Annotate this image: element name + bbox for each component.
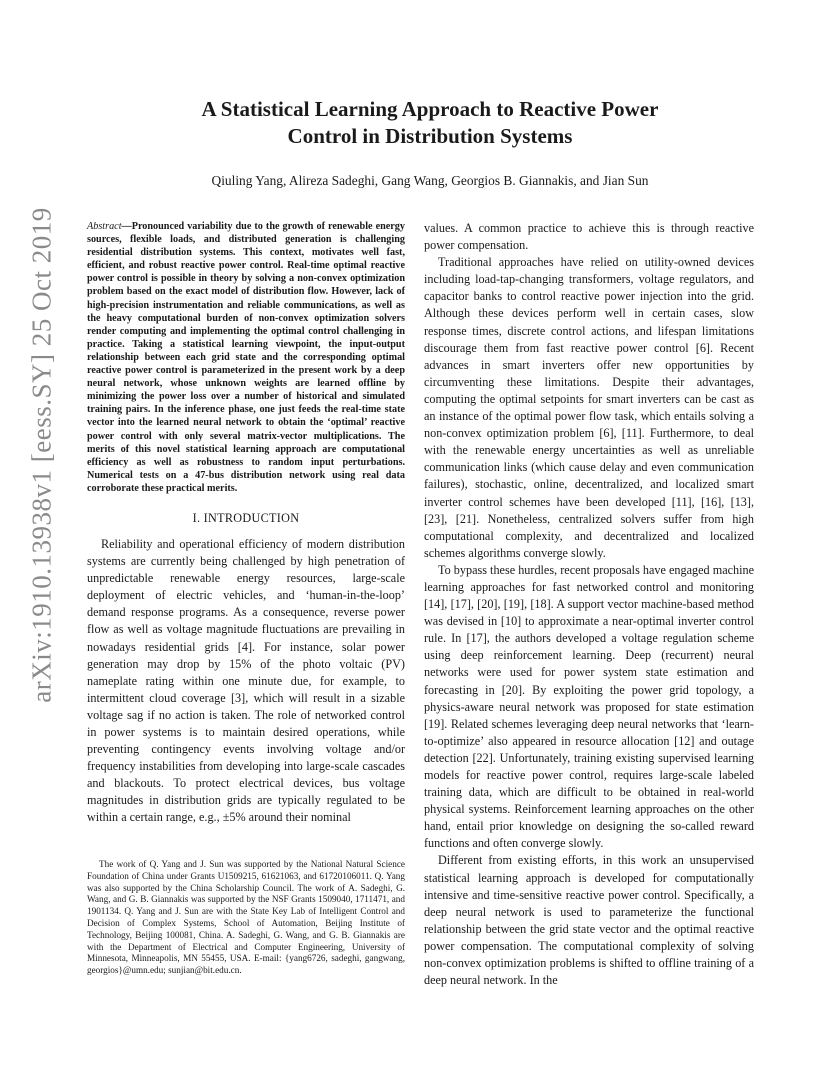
abstract-label: Abstract [87, 221, 122, 232]
intro-paragraph-machine-learning: To bypass these hurdles, recent proposals have engaged machine learning approaches for fast networked control and monitoring [14], [17], [20], [19], [18]. A support vector machine-based method was devised in [10] to approximate a near-optimal inverter control rule. In [17], the authors developed a voltage regulation scheme using deep reinforcement learning. Deep (recurrent) neural networks were used for power system state estimation and forecasting in [20]. By exploiting the power grid topology, a physics-aware neural network was proposed for state estimation [19]. Related schemes leveraging deep neural networks that ‘learn-to-optimize’ also appeared in resource allocation [12] and outage detection [22]. Unfortunately, training existing supervised learning models for reactive power control, requires large-scale labeled training data, which are difficult to be obtained in real-world physical systems. Reinforcement learning approaches on the other hand, entail prior knowledge on designing the so-called reward functions and often converge slowly. [424, 562, 754, 851]
intro-paragraph-traditional: Traditional approaches have relied on utility-owned devices including load-tap-changing transformers, voltage regulators, and capacitor banks to control reactive power injection into the grid. Although these devices perform well in certain cases, slow response times, discrete control actions, and lifespan limitations discourage them from fast reactive power control [6]. Recent advances in smart inverters offer new opportunities by circumventing these limitations. Despite their advantages, computing the optimal setpoints for smart inverters can be cast as an instance of the optimal power flow task, which entails solving a non-convex optimization problem [6], [11]. Furthermore, to deal with the renewable energy uncertainties as well as unreliable communication links (which cause delay and even communication failures), stochastic, online, decentralized, and localized smart inverter control schemes have been developed [11], [16], [13], [23], [21]. Nonetheless, centralized solvers suffer from high computational complexity, and decentralized and localized schemes algorithms converge slowly. [424, 255, 754, 560]
left-column [87, 220, 405, 827]
abstract [87, 220, 405, 495]
intro-paragraph-1: Reliability and operational efficiency of modern distribution systems are currently being challenged by high penetration of unpredictable renewable energy resources, large-scale deployment of electric vehicles, and ‘human-in-the-loop’ demand response programs. As a consequence, reverse power flow as well as voltage magnitude fluctuations are prevailing in nowadays residential grids [4]. For instance, solar power generation may drop by 15% of the photo voltaic (PV) nameplate rating within one minute due, for example, to intermittent cloud coverage [3], which will result in a sizable voltage sag if no action is taken. The role of networked control in power systems is to maintain desired operations, while preventing contingency events involving voltage and/or frequency instabilities from developing into large-scale cascades and blackouts. To protect electrical devices, bus voltage magnitudes in distribution grids are typically regulated to be within a certain range, e.g., ±5% around their nominal [87, 536, 405, 825]
intro-paragraph-continued: values. A common practice to achieve this is through reactive power compensation. [424, 221, 754, 253]
arxiv-identifier-text: arXiv:1910.13938v1 [eess.SY] 25 Oct 2019 [26, 207, 57, 703]
funding-footnote [87, 859, 405, 977]
title-line-1: A Statistical Learning Approach to Reactive Power [201, 97, 659, 121]
footnote-text: The work of Q. Yang and J. Sun was supported by the National Natural Science Foundation of China under Grants U1509215, 61621063, and 61720106011. Q. Yang was also supported by the China Scholarship Council. The work of A. Sadeghi, G. Wang, and G. B. Giannakis was supported by the NSF Grants 1509040, 1711471, and 1901134. Q. Yang and J. Sun are with the State Key Lab of Intelligent Control and Decision of Complex Systems, School of Automation, Beijing Institute of Technology, Beijing 100081, China. A. Sadeghi, G. Wang, and G. B. Giannakis are with the Department of Electrical and Computer Engineering, University of Minnesota, Minneapolis, MN 55455, USA. E-mail: {yang6726, sadeghi, gangwang, georgios}@umn.edu; sunjian@bit.edu.cn. [87, 859, 405, 976]
abstract-text: Pronounced variability due to the growth of renewable energy sources, flexible loads, and distributed generation is challenging residential distribution systems. This context, motivates well fast, efficient, and robust reactive power control. Real-time optimal reactive power control is possible in theory by solving a non-convex optimization problem based on the exact model of distribution flow. However, lack of high-precision instrumentation and reliable communications, as well as the heavy computational burden of non-convex optimization solvers render computing and implementing the optimal control challenging in practice. Taking a statistical learning viewpoint, the input-output relationship between each grid state and the corresponding optimal reactive power control is parameterized in the present work by a deep neural network, whose unknown weights are learned offline by minimizing the power loss over a number of historical and simulated training pairs. In the inference phase, one just feeds the real-time state vector into the learned neural network to obtain the ‘optimal’ reactive power control with only several matrix-vector multiplications. The merits of this novel statistical learning approach are computational efficiency as well as robustness to random input perturbations. Numerical tests on a 47-bus distribution network using real data corroborate these practical merits. [87, 221, 405, 494]
right-column [424, 220, 754, 989]
intro-paragraph-this-work: Different from existing efforts, in this work an unsupervised statistical learning approach is developed for computationally intensive and time-sensitive reactive power control. Specifically, a deep neural network is used to parameterize the functional relationship between the grid state vector and the optimal reactive power compensation. The computational complexity of solving non-convex optimization problems is shifted to offline training of a deep neural network. In the [424, 853, 754, 988]
abstract-dash: — [121, 221, 132, 232]
author-list: Qiuling Yang, Alireza Sadeghi, Gang Wang, Georgios B. Giannakis, and Jian Sun [211, 173, 649, 188]
title-line-2: Control in Distribution Systems [287, 124, 573, 148]
arxiv-identifier-stamp [12, 0, 72, 1072]
paper-title [150, 96, 710, 150]
section-heading-introduction: I. INTRODUCTION [192, 510, 300, 525]
